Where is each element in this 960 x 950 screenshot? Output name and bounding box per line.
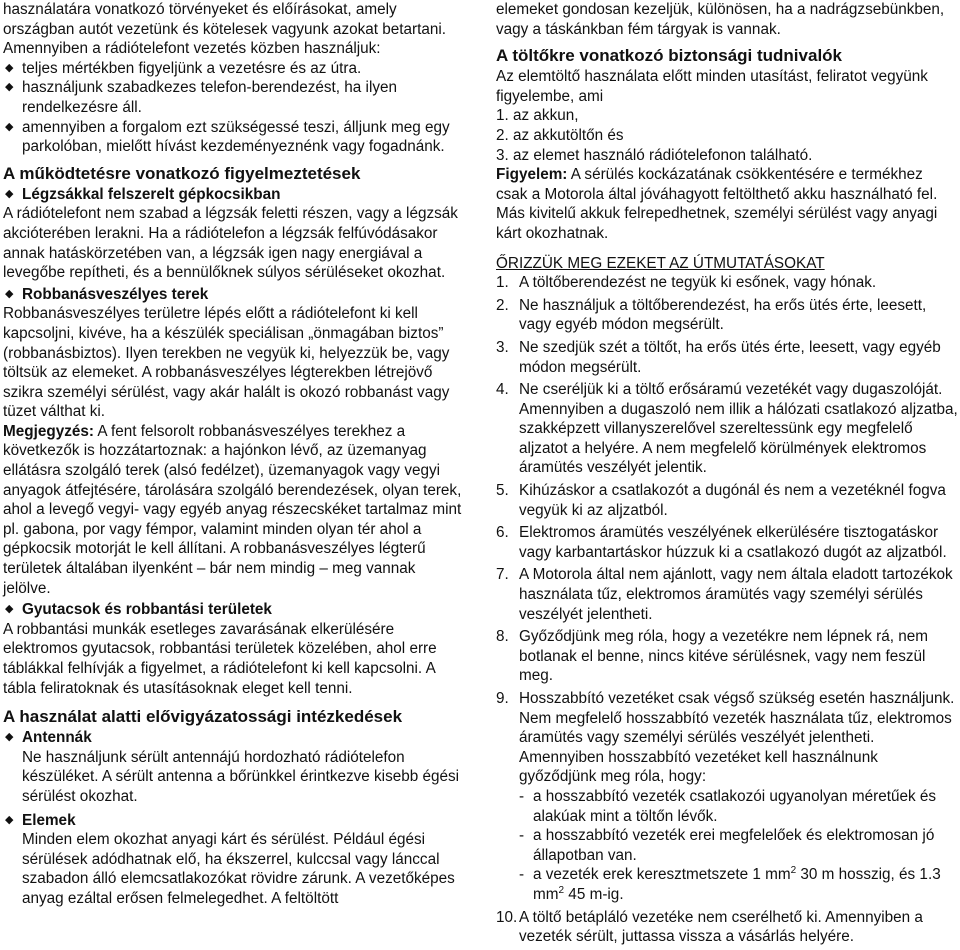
list-item: 10. A töltő betápláló vezetéke nem cserélhető ki. Amennyiben a vezeték sérült, juttassa vissza a vásárlás helyére. (496, 908, 923, 946)
list-item: 8. Győződjünk meg róla, hogy a vezetékre nem lépnek rá, nem botlanak el benne, nincs kitéve sérülésnek, vagy nem feszül meg. (496, 628, 928, 685)
operation-warnings-heading: A működtetésre vonatkozó figyelmeztetések (3, 163, 361, 183)
blasting-text: A robbantási munkák esetleges zavarásának elkerülésére elektromos gyutacsok, robbantási területek közelében, ahol erre táblákkal felhívják a figyelmet, a rádiótelefont ki kell kapcsolni. A tábla feliratoknak és utasításoknak eleget kell tenni. (3, 620, 437, 697)
left-column (3, 0, 465, 909)
charger-safety-heading: A töltőkre vonatkozó biztonsági tudnivalók (496, 46, 843, 66)
list-item: 3. Ne szedjük szét a töltőt, ha erős ütés érte, leesett, vagy egyéb módon megsérült. (496, 338, 941, 376)
list-item: 9. Hosszabbító vezetéket csak végső szükség esetén használjunk. Nem megfelelő hosszabbító vezeték használata tűz, elektromos áramütés vagy személyi sérülés veszélyét jelentheti. Amennyiben hosszabbító vezetéket kell használnunk győződjünk meg róla, hogy: - a hosszabbító vezeték csatlakozói ugyanolyan méretűek és alakúak mint a töltőn lévők. - a hosszabbító vezeték erei megfelelőek és elektromosan jó állapotban van. - a vezeték erek keresztmetszete 1 $mm^2$ 30 m hosszig, és 1.3 $mm^2$ 45 m-ig. (496, 689, 958, 905)
antenna-subheading: ◆ Antennák (5, 729, 92, 747)
explosive-areas-text: Robbanásveszélyes területre lépés előtt a rádiótelefont ki kell kapcsoljni, kivéve, ha a készülék speciálisan „önmagában biztos” (robbanásbiztos). Ilyen terekben ne vegyük ki, helyezzük be, vagy töltsük az elemeket. A robbanásveszélyes légterekben létrejövő szikra személyi sérülést, vagy akár halált is okozó robbanást vagy tüzet válthat ki. (3, 305, 450, 421)
keep-instructions-heading: ŐRIZZÜK MEG EZEKET AZ ÚTMUTATÁSOKAT (496, 254, 825, 272)
diamond-bullet-icon: ◆ (5, 120, 14, 133)
list-item: 2. Ne használjuk a töltőberendezést, ha erős ütés érte, leesett, vagy egyéb módon megsérült. (496, 296, 927, 334)
right-column (496, 0, 958, 950)
charger-instructions-list (496, 273, 958, 947)
explosive-areas-subheading: ◆ Robbanásveszélyes terek (5, 285, 209, 303)
diamond-bullet-icon: ◆ (5, 813, 14, 826)
charger-item: 2. az akkutöltőn és (496, 126, 624, 144)
list-item: 7. A Motorola által nem ajánlott, vagy nem általa eladott tartozékok használata tűz, elektromos áramütés vagy személyi sérülés veszélyét jelentheti. (496, 566, 953, 623)
list-item: 5. Kihúzáskor a csatlakozót a dugónál és nem a vezetéknél fogva vegyük ki az aljzatból. (496, 482, 946, 519)
precautions-heading: A használat alatti elővigyázatossági intézkedések (3, 707, 403, 727)
airbag-subheading: ◆ Légzsákkal felszerelt gépkocsikban (5, 185, 281, 203)
bullet-item: ◆ használjunk szabadkezes telefon-berendezést, ha ilyen rendelkezésre áll. (5, 79, 398, 116)
intro-line-2: országban autót vezetünk és kötelesek vagyunk azokat betartani. (3, 20, 447, 38)
note-text: A fent felsorolt robbanásveszélyes terekhez a következők is hozzátartoznak: a hajónkon lévő, az üzemanyag ellátásra szolgáló terek (alsó fedélzet), üzemanyagok vagy vegyi anyagok átfejtésére, tárolására szolgáló berendezések, olyan terek, ahol a levegő vegyi- vagy egyéb anyag részecskéket tartalmaz mint pl. gabona, por vagy fémpor, valamint minden olyan tér ahol a gépkocsik motorját le kell állítani. A robbanásveszélyes légterű területek általában ilyenként – bár nem mindig – meg vannak jelölve. (3, 422, 462, 597)
blasting-subheading: ◆ Gyutacsok és robbantási területek (5, 601, 272, 619)
note-paragraph (3, 422, 465, 598)
diamond-bullet-icon: ◆ (5, 287, 14, 300)
bullet-item: ◆ teljes mértékben figyeljünk a vezetésre és az útra. (5, 59, 362, 77)
note-label: Megjegyzés: (3, 422, 94, 440)
sub-item: - a vezeték erek keresztmetszete 1 $mm^2$ 30 m hosszig, és 1.3 $mm^2$ 45 m-ig. (519, 865, 941, 903)
bullet-item: ◆ amennyiben a forgalom ezt szükségessé teszi, álljunk meg egy parkolóban, mielőtt hívást kezdeményeznénk vagy fogadnánk. (5, 118, 450, 156)
warning-text: A sérülés kockázatának csökkentésére e termékhez csak a Motorola által jóváhagyott feltölthető akku használható fel. Más kivitelű akkuk felrepedhetnek, személyi sérülést vagy anyagi kárt okozhatnak. (496, 166, 938, 242)
intro-line-3: Amennyiben a rádiótelefont vezetés közben használjuk: (3, 40, 381, 58)
diamond-bullet-icon: ◆ (5, 603, 14, 616)
diamond-bullet-icon: ◆ (5, 731, 14, 744)
warning-label: Figyelem: (496, 166, 568, 184)
charger-item: 1. az akkun, (496, 107, 579, 125)
battery-text: Minden elem okozhat anyagi kárt és sérülést. Például égési sérülések adódhatnak elő, ha ékszerrel, kulccsal vagy lánccal szabadon álló elemcsatlakozókat rövidre zárunk. A vezetőképes anyag ezáltal erősen felmelegedhet. A feltöltött (22, 831, 455, 907)
charger-item: 3. az elemet használó rádiótelefonon található. (496, 146, 813, 164)
list-item: 4. Ne cseréljük ki a töltő erősáramú vezetékét vagy dugaszolóját. Amennyiben a dugaszoló nem illik a hálózati csatlakozó aljzatba, szakképzett villanyszerelővel szereltessünk egy megfelelő aljzatot a helyére. A nem megfelelő körülmények elektromos áramütés veszélyét jelentik. (496, 381, 958, 477)
battery-text-continued: elemeket gondosan kezeljük, különösen, ha a nadrágzsebünkben, vagy a táskánkban fém tárgyak is vannak. (496, 1, 945, 38)
airbag-text: A rádiótelefont nem szabad a légzsák feletti részen, vagy a légzsák akcióterében lerakni. Ha a rádiótelefon a légzsák felfúvódásakor annak hatáskörzetében van, a légzsák igen nagy energiával a levegőbe repítheti, és a bennülőknek súlyos sérüléseket okozhat. (3, 205, 458, 282)
list-item: 1. A töltőberendezést ne tegyük ki esőnek, vagy hónak. (496, 274, 877, 292)
charger-intro: Az elemtöltő használata előtt minden utasítást, feliratot vegyünk figyelembe, ami (496, 68, 928, 105)
list-item: 6. Elektromos áramütés veszélyének elkerülésére tisztogatáskor vagy karbantartáskor húzzuk ki a csatlakozó dugót az aljzatból. (496, 524, 947, 561)
intro-line-1: használatára vonatkozó törvényeket és előírásokat, amely (3, 1, 397, 18)
diamond-bullet-icon: ◆ (5, 187, 14, 200)
diamond-bullet-icon: ◆ (5, 81, 14, 94)
sub-item: - a hosszabbító vezeték erei megfelelőek és elektromosan jó állapotban van. (519, 827, 935, 864)
battery-subheading: ◆ Elemek (5, 811, 76, 829)
sub-item: - a hosszabbító vezeték csatlakozói ugyanolyan méretűek és alakúak mint a töltőn lévők. (519, 787, 937, 825)
diamond-bullet-icon: ◆ (5, 61, 14, 74)
warning-paragraph (496, 165, 958, 243)
antenna-text: Ne használjunk sérült antennájú hordozható rádiótelefon készüléket. A sérült antenna a bőrünkkel érintkezve kisebb égési sérülést okozhat. (22, 748, 460, 805)
